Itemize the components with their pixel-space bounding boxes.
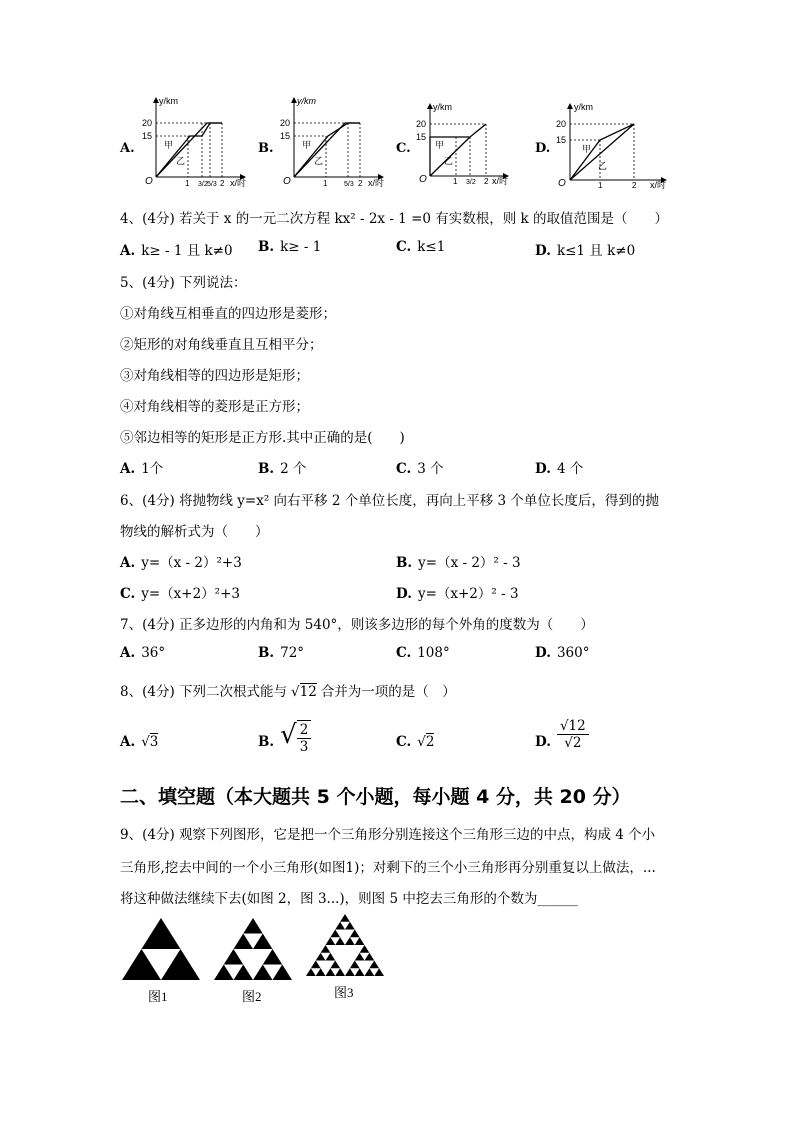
q5-option-b[interactable] bbox=[258, 457, 307, 477]
svg-text:y/km: y/km bbox=[159, 96, 178, 106]
svg-text:乙: 乙 bbox=[444, 156, 454, 166]
svg-text:y/km: y/km bbox=[574, 102, 593, 112]
q3-option-c-label: C. bbox=[396, 141, 411, 156]
figure-3-caption: 图3 bbox=[334, 985, 354, 1000]
svg-text:15: 15 bbox=[280, 131, 291, 141]
numerator: √12 bbox=[557, 718, 589, 735]
q5-item-1: ①对角线互相垂直的四边形是菱形； bbox=[120, 306, 336, 322]
svg-text:20: 20 bbox=[280, 118, 291, 128]
sqrt-sign: √ bbox=[280, 720, 297, 750]
q5-item-2: ②矩形的对角线垂直且互相平分； bbox=[120, 337, 323, 353]
option-label: C. bbox=[396, 645, 412, 661]
numerator: 2 bbox=[297, 722, 312, 739]
svg-text:甲: 甲 bbox=[164, 140, 174, 150]
sierpinski-figure-2 bbox=[214, 918, 292, 982]
svg-text:2: 2 bbox=[358, 179, 363, 188]
option-label: A. bbox=[120, 555, 136, 571]
q4-option-b[interactable] bbox=[258, 239, 321, 255]
option-label: C. bbox=[396, 239, 412, 255]
svg-text:20: 20 bbox=[556, 119, 567, 129]
q5-item-4: ④对角线相等的菱形是正方形； bbox=[120, 399, 309, 415]
radicand: 3 bbox=[149, 734, 159, 750]
svg-text:2: 2 bbox=[220, 179, 225, 188]
svg-text:y/km: y/km bbox=[297, 96, 316, 106]
q8-stem-before: 8、(4分) 下列二次根式能与 bbox=[120, 684, 288, 700]
q9-line1: 9、(4分) 观察下列图形，它是把一个三角形分别连接这个三角形三边的中点，构成 4 个小 bbox=[120, 827, 656, 843]
svg-text:乙: 乙 bbox=[598, 161, 608, 171]
option-label: D. bbox=[535, 243, 551, 259]
option-label: D. bbox=[535, 461, 551, 477]
denominator: √2 bbox=[564, 735, 582, 751]
option-label: C. bbox=[396, 734, 412, 750]
q9-line3: 将这种做法继续下去(如图 2，图 3...)，则图 5 中挖去三角形的个数为______ bbox=[120, 891, 578, 907]
option-text: 360° bbox=[556, 645, 590, 661]
option-text: 4 个 bbox=[556, 461, 584, 477]
svg-text:乙: 乙 bbox=[176, 156, 186, 166]
option-text: 72° bbox=[280, 645, 305, 661]
svg-text:O: O bbox=[283, 176, 291, 187]
q8-option-c[interactable] bbox=[396, 734, 434, 750]
option-text: y=（x+2）² - 3 bbox=[417, 586, 519, 602]
radicand: 2 bbox=[425, 734, 435, 750]
svg-text:1: 1 bbox=[185, 179, 190, 188]
q5-item-3: ③对角线相等的四边形是矩形； bbox=[120, 368, 309, 384]
q7-stem: 7、(4分) 正多边形的内角和为 540°，则该多边形的每个外角的度数为（ ） bbox=[120, 617, 594, 633]
q8-option-a[interactable] bbox=[120, 734, 158, 750]
svg-text:甲: 甲 bbox=[302, 140, 312, 150]
q6-option-a[interactable] bbox=[120, 551, 242, 571]
option-text: 36° bbox=[141, 645, 166, 661]
option-label: D. bbox=[535, 734, 551, 750]
q8-stem-radicand: 12 bbox=[299, 684, 317, 700]
q6-option-b[interactable] bbox=[396, 551, 521, 571]
q6-option-d[interactable] bbox=[396, 582, 519, 602]
option-text: 3 个 bbox=[417, 461, 444, 477]
q3-graph-a bbox=[140, 92, 250, 188]
option-text: k≤1 且 k≠0 bbox=[556, 243, 636, 259]
sierpinski-figure-3 bbox=[306, 914, 384, 978]
option-label: A. bbox=[120, 243, 136, 259]
svg-text:乙: 乙 bbox=[314, 156, 324, 166]
q3-option-b-label: B. bbox=[258, 141, 274, 156]
q3-graph-d bbox=[552, 100, 672, 192]
section-2-title: 二、填空题（本大题共 5 个小题，每小题 4 分，共 20 分） bbox=[120, 786, 631, 808]
option-label: C. bbox=[396, 461, 412, 477]
sierpinski-figure-1 bbox=[122, 918, 200, 982]
q9-line2: 三角形,挖去中间的一个小三角形(如图1)；对剩下的三个小三角形再分别重复以上做法，... bbox=[120, 860, 656, 876]
svg-text:甲: 甲 bbox=[435, 140, 445, 150]
option-text: 1个 bbox=[141, 461, 164, 477]
fraction bbox=[557, 718, 589, 751]
svg-text:15: 15 bbox=[556, 135, 567, 145]
svg-text:5/3: 5/3 bbox=[207, 181, 217, 188]
q4-option-c[interactable] bbox=[396, 239, 445, 255]
option-text: k≥ - 1 且 k≠0 bbox=[141, 243, 233, 259]
q8-option-d[interactable] bbox=[535, 718, 589, 751]
option-label: D. bbox=[396, 586, 412, 602]
option-text: 108° bbox=[417, 645, 450, 661]
option-label: A. bbox=[120, 734, 136, 750]
svg-text:5/3: 5/3 bbox=[344, 181, 354, 188]
svg-text:甲: 甲 bbox=[582, 144, 592, 154]
svg-text:15: 15 bbox=[416, 132, 427, 142]
svg-text:1: 1 bbox=[323, 179, 328, 188]
svg-text:O: O bbox=[419, 174, 427, 185]
svg-text:2: 2 bbox=[484, 177, 489, 186]
figure-1-caption: 图1 bbox=[148, 989, 168, 1004]
q6-stem-line2: 物线的解析式为（ ） bbox=[120, 524, 269, 540]
sqrt-sign: √ bbox=[417, 734, 426, 750]
option-label: D. bbox=[535, 645, 551, 661]
option-label: B. bbox=[258, 461, 275, 477]
option-text: y=（x - 2）²+3 bbox=[141, 555, 242, 571]
q8-stem bbox=[120, 680, 456, 700]
q4-stem: 4、(4分) 若关于 x 的一元二次方程 kx² - 2x - 1 =0 有实数根，则 k 的取值范围是（ ） bbox=[120, 211, 669, 227]
sqrt-sign: √ bbox=[141, 734, 150, 750]
svg-text:1: 1 bbox=[598, 181, 603, 190]
svg-text:x/时: x/时 bbox=[230, 178, 247, 188]
q7-option-a[interactable] bbox=[120, 645, 165, 661]
svg-text:O: O bbox=[558, 178, 566, 189]
denominator: 3 bbox=[299, 739, 309, 755]
q6-stem-line1: 6、(4分) 将抛物线 y=x² 向右平移 2 个单位长度，再向上平移 3 个单位长度后，得到的抛 bbox=[120, 493, 659, 509]
svg-text:x/时: x/时 bbox=[368, 178, 385, 188]
option-label: B. bbox=[396, 555, 413, 571]
q5-option-a[interactable] bbox=[120, 457, 163, 477]
option-text: k≤1 bbox=[417, 239, 446, 255]
q3-option-d-label: D. bbox=[535, 141, 551, 156]
option-label: A. bbox=[120, 461, 136, 477]
q8-stem-after: 合并为一项的是（ ） bbox=[320, 684, 456, 700]
svg-text:15: 15 bbox=[142, 131, 153, 141]
q3-graph-c bbox=[414, 100, 514, 188]
q7-option-b[interactable] bbox=[258, 645, 304, 661]
q8-option-b[interactable] bbox=[258, 720, 311, 755]
q6-option-c[interactable] bbox=[120, 582, 240, 602]
option-label: B. bbox=[258, 645, 275, 661]
svg-text:y/km: y/km bbox=[433, 102, 452, 112]
q3-option-a-label: A. bbox=[120, 141, 135, 156]
svg-text:1: 1 bbox=[453, 177, 458, 186]
fraction bbox=[297, 720, 312, 755]
q8-stem-sqrt: √12 bbox=[291, 684, 317, 700]
option-text: 2 个 bbox=[280, 461, 307, 477]
option-text: y=（x+2）²+3 bbox=[141, 586, 240, 602]
figure-2-caption: 图2 bbox=[242, 989, 262, 1004]
svg-text:20: 20 bbox=[142, 118, 153, 128]
q5-stem: 5、(4分) 下列说法： bbox=[120, 275, 247, 291]
svg-text:O: O bbox=[145, 176, 153, 187]
option-label: A. bbox=[120, 645, 136, 661]
option-label: B. bbox=[258, 239, 275, 255]
q4-option-a[interactable] bbox=[120, 239, 233, 259]
option-label: C. bbox=[120, 586, 136, 602]
svg-text:20: 20 bbox=[416, 119, 427, 129]
option-text: y=（x - 2）² - 3 bbox=[418, 555, 521, 571]
svg-text:x/时: x/时 bbox=[650, 180, 667, 190]
q5-option-c[interactable] bbox=[396, 457, 444, 477]
svg-text:x/时: x/时 bbox=[492, 176, 509, 186]
q7-option-d[interactable] bbox=[535, 645, 589, 661]
svg-text:2: 2 bbox=[632, 181, 637, 190]
option-text: k≥ - 1 bbox=[280, 239, 322, 255]
q4-option-d[interactable] bbox=[535, 239, 635, 259]
q7-option-c[interactable] bbox=[396, 645, 450, 661]
svg-text:3/2: 3/2 bbox=[198, 181, 208, 188]
q5-item-5: ⑤邻边相等的矩形是正方形.其中正确的是( ) bbox=[120, 430, 405, 446]
q5-option-d[interactable] bbox=[535, 457, 583, 477]
q3-graph-b bbox=[278, 92, 388, 188]
svg-text:3/2: 3/2 bbox=[466, 179, 476, 186]
option-label: B. bbox=[258, 734, 275, 750]
